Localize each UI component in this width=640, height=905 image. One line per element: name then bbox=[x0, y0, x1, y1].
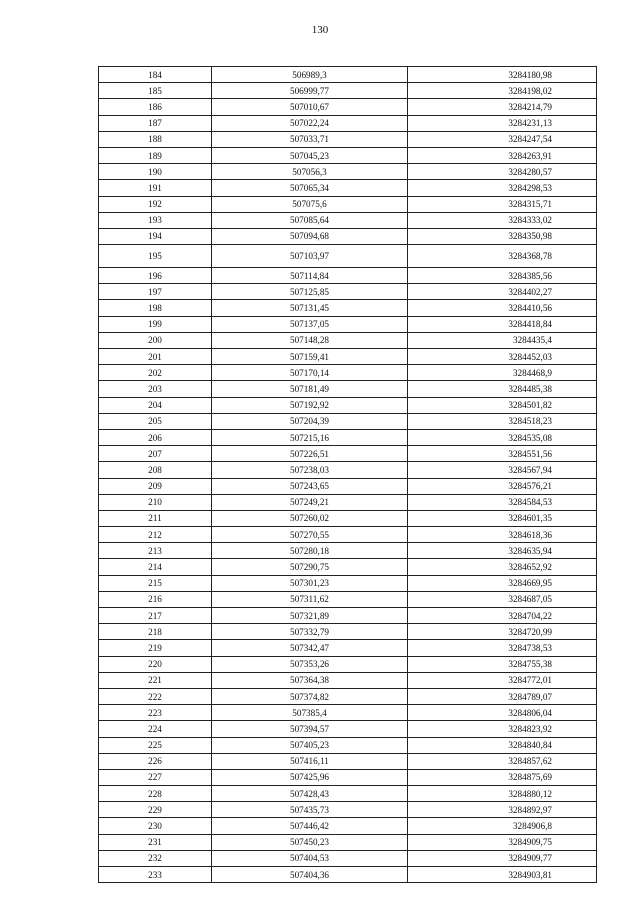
table-row bbox=[99, 688, 597, 704]
table-row bbox=[99, 300, 597, 316]
point-number-cell: 202 bbox=[99, 365, 212, 381]
table-row bbox=[99, 802, 597, 818]
y-coordinate-cell: 3284875,69 bbox=[408, 769, 597, 785]
x-coordinate-cell: 507159,41 bbox=[212, 349, 408, 365]
point-number-cell: 214 bbox=[99, 559, 212, 575]
table-row bbox=[99, 381, 597, 397]
table-row bbox=[99, 672, 597, 688]
point-number-cell: 225 bbox=[99, 737, 212, 753]
y-coordinate-cell: 3284247,54 bbox=[408, 131, 597, 147]
coordinates-table-body bbox=[99, 67, 597, 883]
x-coordinate-cell: 507033,71 bbox=[212, 131, 408, 147]
x-coordinate-cell: 507353,26 bbox=[212, 656, 408, 672]
point-number-cell: 201 bbox=[99, 349, 212, 365]
table-row bbox=[99, 164, 597, 180]
table-row bbox=[99, 99, 597, 115]
table-row bbox=[99, 705, 597, 721]
x-coordinate-cell: 507065,34 bbox=[212, 180, 408, 196]
point-number-cell: 207 bbox=[99, 446, 212, 462]
table-row bbox=[99, 721, 597, 737]
y-coordinate-cell: 3284772,01 bbox=[408, 672, 597, 688]
x-coordinate-cell: 507137,05 bbox=[212, 316, 408, 332]
x-coordinate-cell: 507321,89 bbox=[212, 608, 408, 624]
x-coordinate-cell: 507045,23 bbox=[212, 147, 408, 163]
table-row bbox=[99, 245, 597, 268]
point-number-cell: 226 bbox=[99, 753, 212, 769]
point-number-cell: 199 bbox=[99, 316, 212, 332]
table-row bbox=[99, 180, 597, 196]
point-number-cell: 194 bbox=[99, 228, 212, 244]
point-number-cell: 196 bbox=[99, 268, 212, 284]
y-coordinate-cell: 3284333,02 bbox=[408, 212, 597, 228]
table-row bbox=[99, 115, 597, 131]
y-coordinate-cell: 3284704,22 bbox=[408, 608, 597, 624]
table-row bbox=[99, 494, 597, 510]
y-coordinate-cell: 3284840,84 bbox=[408, 737, 597, 753]
table-row bbox=[99, 640, 597, 656]
table-row bbox=[99, 397, 597, 413]
x-coordinate-cell: 507385,4 bbox=[212, 705, 408, 721]
point-number-cell: 197 bbox=[99, 284, 212, 300]
table-row bbox=[99, 527, 597, 543]
y-coordinate-cell: 3284909,77 bbox=[408, 850, 597, 866]
table-row bbox=[99, 446, 597, 462]
point-number-cell: 187 bbox=[99, 115, 212, 131]
x-coordinate-cell: 507280,18 bbox=[212, 543, 408, 559]
table-row bbox=[99, 268, 597, 284]
x-coordinate-cell: 507428,43 bbox=[212, 786, 408, 802]
x-coordinate-cell: 507181,49 bbox=[212, 381, 408, 397]
y-coordinate-cell: 3284535,08 bbox=[408, 429, 597, 445]
point-number-cell: 213 bbox=[99, 543, 212, 559]
y-coordinate-cell: 3284231,13 bbox=[408, 115, 597, 131]
x-coordinate-cell: 507094,68 bbox=[212, 228, 408, 244]
point-number-cell: 210 bbox=[99, 494, 212, 510]
point-number-cell: 220 bbox=[99, 656, 212, 672]
y-coordinate-cell: 3284410,56 bbox=[408, 300, 597, 316]
point-number-cell: 185 bbox=[99, 83, 212, 99]
table-row bbox=[99, 147, 597, 163]
point-number-cell: 184 bbox=[99, 67, 212, 83]
point-number-cell: 229 bbox=[99, 802, 212, 818]
point-number-cell: 203 bbox=[99, 381, 212, 397]
y-coordinate-cell: 3284576,21 bbox=[408, 478, 597, 494]
point-number-cell: 231 bbox=[99, 834, 212, 850]
x-coordinate-cell: 507148,28 bbox=[212, 332, 408, 348]
table-row bbox=[99, 559, 597, 575]
y-coordinate-cell: 3284567,94 bbox=[408, 462, 597, 478]
point-number-cell: 198 bbox=[99, 300, 212, 316]
y-coordinate-cell: 3284755,38 bbox=[408, 656, 597, 672]
table-row bbox=[99, 737, 597, 753]
table-row bbox=[99, 413, 597, 429]
x-coordinate-cell: 507290,75 bbox=[212, 559, 408, 575]
x-coordinate-cell: 507075,6 bbox=[212, 196, 408, 212]
x-coordinate-cell: 507103,97 bbox=[212, 245, 408, 268]
table-row bbox=[99, 575, 597, 591]
point-number-cell: 192 bbox=[99, 196, 212, 212]
point-number-cell: 233 bbox=[99, 867, 212, 883]
table-row bbox=[99, 850, 597, 866]
point-number-cell: 230 bbox=[99, 818, 212, 834]
table-row bbox=[99, 429, 597, 445]
table-row bbox=[99, 608, 597, 624]
x-coordinate-cell: 507270,55 bbox=[212, 527, 408, 543]
x-coordinate-cell: 507342,47 bbox=[212, 640, 408, 656]
y-coordinate-cell: 3284350,98 bbox=[408, 228, 597, 244]
y-coordinate-cell: 3284903,81 bbox=[408, 867, 597, 883]
x-coordinate-cell: 507450,23 bbox=[212, 834, 408, 850]
x-coordinate-cell: 507404,53 bbox=[212, 850, 408, 866]
point-number-cell: 223 bbox=[99, 705, 212, 721]
coordinates-table bbox=[98, 66, 597, 883]
x-coordinate-cell: 507332,79 bbox=[212, 624, 408, 640]
y-coordinate-cell: 3284789,07 bbox=[408, 688, 597, 704]
point-number-cell: 186 bbox=[99, 99, 212, 115]
x-coordinate-cell: 507394,57 bbox=[212, 721, 408, 737]
point-number-cell: 222 bbox=[99, 688, 212, 704]
y-coordinate-cell: 3284601,35 bbox=[408, 510, 597, 526]
point-number-cell: 205 bbox=[99, 413, 212, 429]
y-coordinate-cell: 3284652,92 bbox=[408, 559, 597, 575]
point-number-cell: 219 bbox=[99, 640, 212, 656]
x-coordinate-cell: 507125,85 bbox=[212, 284, 408, 300]
point-number-cell: 191 bbox=[99, 180, 212, 196]
table-row bbox=[99, 462, 597, 478]
y-coordinate-cell: 3284738,53 bbox=[408, 640, 597, 656]
table-row bbox=[99, 624, 597, 640]
point-number-cell: 224 bbox=[99, 721, 212, 737]
y-coordinate-cell: 3284635,94 bbox=[408, 543, 597, 559]
x-coordinate-cell: 507260,02 bbox=[212, 510, 408, 526]
x-coordinate-cell: 507215,16 bbox=[212, 429, 408, 445]
x-coordinate-cell: 506989,3 bbox=[212, 67, 408, 83]
y-coordinate-cell: 3284315,71 bbox=[408, 196, 597, 212]
y-coordinate-cell: 3284452,03 bbox=[408, 349, 597, 365]
table-row bbox=[99, 316, 597, 332]
y-coordinate-cell: 3284180,98 bbox=[408, 67, 597, 83]
point-number-cell: 204 bbox=[99, 397, 212, 413]
table-row bbox=[99, 228, 597, 244]
y-coordinate-cell: 3284263,91 bbox=[408, 147, 597, 163]
point-number-cell: 193 bbox=[99, 212, 212, 228]
x-coordinate-cell: 507405,23 bbox=[212, 737, 408, 753]
point-number-cell: 190 bbox=[99, 164, 212, 180]
table-row bbox=[99, 591, 597, 607]
y-coordinate-cell: 3284298,53 bbox=[408, 180, 597, 196]
table-row bbox=[99, 196, 597, 212]
y-coordinate-cell: 3284518,23 bbox=[408, 413, 597, 429]
x-coordinate-cell: 507249,21 bbox=[212, 494, 408, 510]
point-number-cell: 228 bbox=[99, 786, 212, 802]
table-row bbox=[99, 543, 597, 559]
table-row bbox=[99, 67, 597, 83]
x-coordinate-cell: 507056,3 bbox=[212, 164, 408, 180]
x-coordinate-cell: 507114,84 bbox=[212, 268, 408, 284]
x-coordinate-cell: 507192,92 bbox=[212, 397, 408, 413]
x-coordinate-cell: 507243,65 bbox=[212, 478, 408, 494]
x-coordinate-cell: 507226,51 bbox=[212, 446, 408, 462]
point-number-cell: 189 bbox=[99, 147, 212, 163]
y-coordinate-cell: 3284418,84 bbox=[408, 316, 597, 332]
table-row bbox=[99, 753, 597, 769]
point-number-cell: 217 bbox=[99, 608, 212, 624]
x-coordinate-cell: 507238,03 bbox=[212, 462, 408, 478]
y-coordinate-cell: 3284687,05 bbox=[408, 591, 597, 607]
point-number-cell: 212 bbox=[99, 527, 212, 543]
x-coordinate-cell: 507170,14 bbox=[212, 365, 408, 381]
x-coordinate-cell: 507404,36 bbox=[212, 867, 408, 883]
x-coordinate-cell: 507311,62 bbox=[212, 591, 408, 607]
y-coordinate-cell: 3284823,92 bbox=[408, 721, 597, 737]
y-coordinate-cell: 3284892,97 bbox=[408, 802, 597, 818]
y-coordinate-cell: 3284880,12 bbox=[408, 786, 597, 802]
point-number-cell: 195 bbox=[99, 245, 212, 268]
table-row bbox=[99, 834, 597, 850]
table-row bbox=[99, 332, 597, 348]
y-coordinate-cell: 3284584,53 bbox=[408, 494, 597, 510]
y-coordinate-cell: 3284501,82 bbox=[408, 397, 597, 413]
point-number-cell: 227 bbox=[99, 769, 212, 785]
y-coordinate-cell: 3284198,02 bbox=[408, 83, 597, 99]
x-coordinate-cell: 507131,45 bbox=[212, 300, 408, 316]
y-coordinate-cell: 3284385,56 bbox=[408, 268, 597, 284]
x-coordinate-cell: 507010,67 bbox=[212, 99, 408, 115]
point-number-cell: 211 bbox=[99, 510, 212, 526]
y-coordinate-cell: 3284280,57 bbox=[408, 164, 597, 180]
table-row bbox=[99, 284, 597, 300]
y-coordinate-cell: 3284368,78 bbox=[408, 245, 597, 268]
x-coordinate-cell: 507204,39 bbox=[212, 413, 408, 429]
table-row bbox=[99, 212, 597, 228]
point-number-cell: 232 bbox=[99, 850, 212, 866]
y-coordinate-cell: 3284909,75 bbox=[408, 834, 597, 850]
table-row bbox=[99, 818, 597, 834]
table-row bbox=[99, 83, 597, 99]
y-coordinate-cell: 3284906,8 bbox=[408, 818, 597, 834]
point-number-cell: 218 bbox=[99, 624, 212, 640]
table-row bbox=[99, 349, 597, 365]
x-coordinate-cell: 507085,64 bbox=[212, 212, 408, 228]
table-row bbox=[99, 769, 597, 785]
table-row bbox=[99, 131, 597, 147]
point-number-cell: 206 bbox=[99, 429, 212, 445]
table-row bbox=[99, 510, 597, 526]
y-coordinate-cell: 3284857,62 bbox=[408, 753, 597, 769]
table-row bbox=[99, 478, 597, 494]
x-coordinate-cell: 507022,24 bbox=[212, 115, 408, 131]
y-coordinate-cell: 3284402,27 bbox=[408, 284, 597, 300]
y-coordinate-cell: 3284551,56 bbox=[408, 446, 597, 462]
y-coordinate-cell: 3284618,36 bbox=[408, 527, 597, 543]
table-row bbox=[99, 365, 597, 381]
point-number-cell: 215 bbox=[99, 575, 212, 591]
point-number-cell: 200 bbox=[99, 332, 212, 348]
x-coordinate-cell: 507301,23 bbox=[212, 575, 408, 591]
page-number: 130 bbox=[311, 24, 329, 36]
y-coordinate-cell: 3284485,38 bbox=[408, 381, 597, 397]
table-row bbox=[99, 786, 597, 802]
x-coordinate-cell: 507446,42 bbox=[212, 818, 408, 834]
x-coordinate-cell: 507425,96 bbox=[212, 769, 408, 785]
x-coordinate-cell: 507364,38 bbox=[212, 672, 408, 688]
x-coordinate-cell: 507416,11 bbox=[212, 753, 408, 769]
table-row bbox=[99, 867, 597, 883]
y-coordinate-cell: 3284669,95 bbox=[408, 575, 597, 591]
point-number-cell: 208 bbox=[99, 462, 212, 478]
y-coordinate-cell: 3284214,79 bbox=[408, 99, 597, 115]
point-number-cell: 188 bbox=[99, 131, 212, 147]
y-coordinate-cell: 3284720,99 bbox=[408, 624, 597, 640]
point-number-cell: 221 bbox=[99, 672, 212, 688]
y-coordinate-cell: 3284468,9 bbox=[408, 365, 597, 381]
x-coordinate-cell: 506999,77 bbox=[212, 83, 408, 99]
point-number-cell: 216 bbox=[99, 591, 212, 607]
x-coordinate-cell: 507374,82 bbox=[212, 688, 408, 704]
table-row bbox=[99, 656, 597, 672]
x-coordinate-cell: 507435,73 bbox=[212, 802, 408, 818]
point-number-cell: 209 bbox=[99, 478, 212, 494]
y-coordinate-cell: 3284806,04 bbox=[408, 705, 597, 721]
y-coordinate-cell: 3284435,4 bbox=[408, 332, 597, 348]
